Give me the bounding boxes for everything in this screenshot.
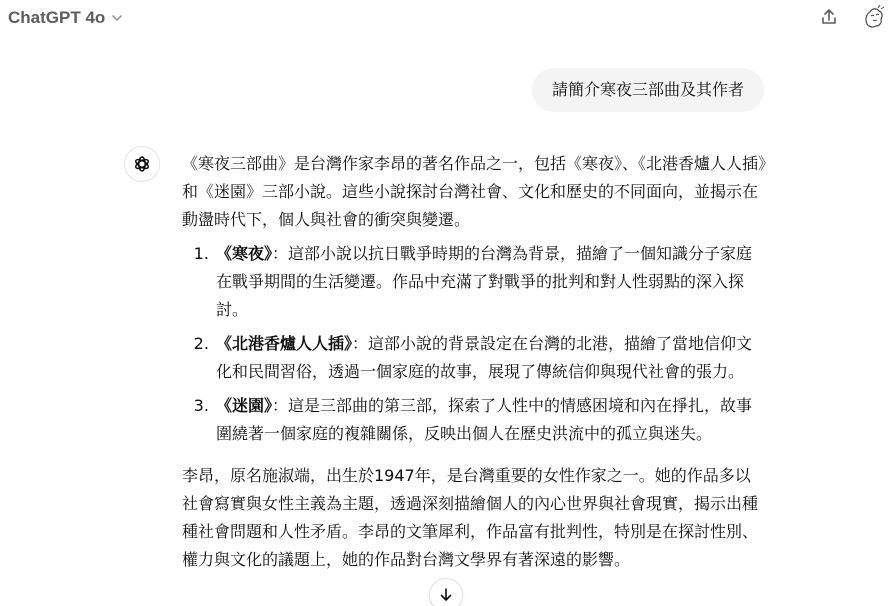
item-text: ：這部小說以抗日戰爭時期的台灣為背景，描繪了一個知識分子家庭在戰爭期間的生活變遷。作品中充滿了對戰爭的批判和對人性弱點的深入探討。	[216, 244, 753, 319]
openai-logo-icon	[132, 154, 152, 174]
user-avatar[interactable]	[858, 2, 888, 32]
item-title: 《寒夜》	[216, 244, 273, 263]
intro-paragraph: 《寒夜三部曲》是台灣作家李昂的著名作品之一，包括《寒夜》、《北港香爐人人插》和《迷園》三部小說。這些小說探討台灣社會、文化和歷史的不同面向，並揭示在動盪時代下，個人與社會的衝突與變遷。	[182, 154, 767, 229]
list-item	[214, 392, 766, 448]
arrow-down-icon	[438, 587, 454, 603]
model-switcher[interactable]	[8, 4, 123, 32]
assistant-avatar	[124, 146, 160, 182]
work-list	[182, 240, 766, 448]
item-text: ：這是三部曲的第三部，探索了人性中的情感困境和內在掙扎，故事圍繞著一個家庭的複雜關係，反映出個人在歷史洪流中的孤立與迷失。	[216, 396, 753, 443]
list-item	[214, 330, 766, 386]
model-name: ChatGPT 4o	[8, 8, 106, 27]
item-title: 《北港香爐人人插》	[216, 334, 353, 353]
item-title: 《迷園》	[216, 396, 273, 415]
chevron-down-icon	[111, 12, 123, 24]
user-message: 請簡介寒夜三部曲及其作者	[532, 68, 764, 112]
list-item	[214, 240, 766, 324]
header-actions	[814, 2, 888, 32]
item-text: ：這部小說的背景設定在台灣的北港，描繪了當地信仰文化和民間習俗，透過一個家庭的故事，展現了傳統信仰與現代社會的張力。	[216, 334, 753, 381]
avatar-icon	[858, 2, 888, 32]
share-button[interactable]	[814, 2, 844, 32]
share-icon	[819, 7, 839, 27]
author-bio-paragraph: 李昂，原名施淑端，出生於1947年，是台灣重要的女性作家之一。她的作品多以社會寫實與女性主義為主題，透過深刻描繪個人的內心世界與社會現實，揭示出種種社會問題和人性矛盾。李昂的文筆犀利，作品富有批判性，特別是在探討性別、權力與文化的議題上，她的作品對台灣文學界有著深遠的影響。	[182, 466, 759, 569]
assistant-message	[182, 150, 766, 574]
scroll-down-button[interactable]	[429, 578, 463, 606]
